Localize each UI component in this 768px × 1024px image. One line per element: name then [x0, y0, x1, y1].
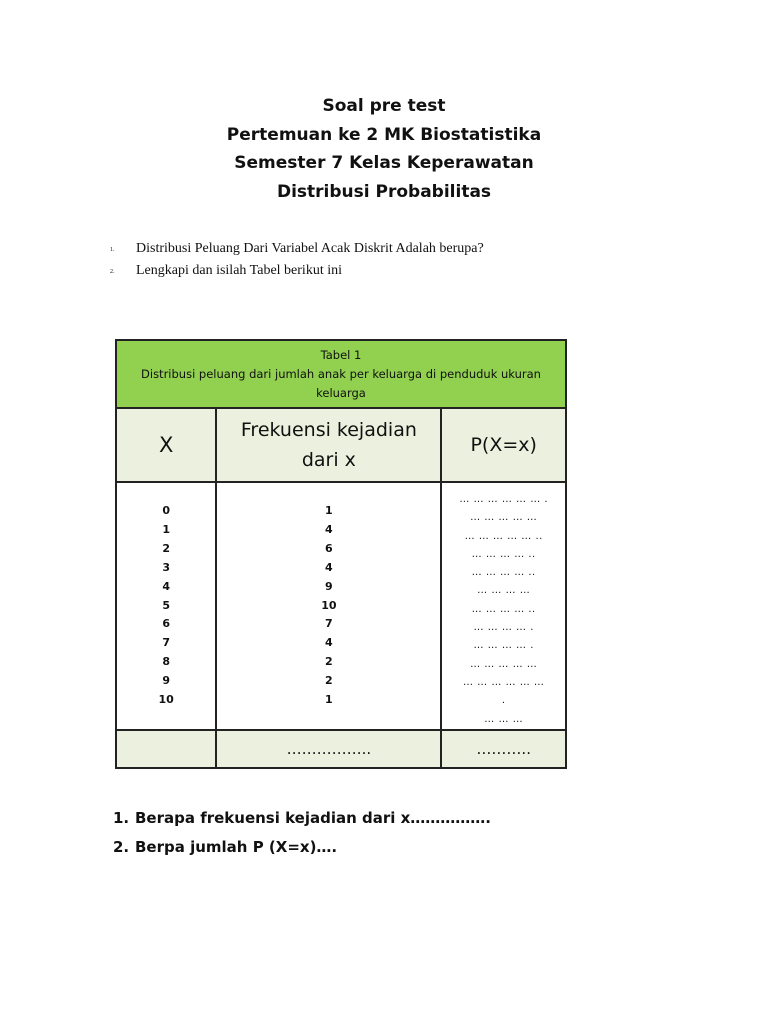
bottom-question-number: 1. [113, 809, 130, 827]
header-frequency [216, 408, 441, 482]
probability-blanks [442, 483, 565, 729]
bottom-question-2 [113, 833, 491, 862]
bottom-question-list [113, 804, 491, 862]
top-question-text: Lengkapi dan isilah Tabel berikut ini [136, 263, 342, 278]
distribution-table [115, 339, 567, 769]
caption-line-1: Tabel 1 [320, 347, 362, 362]
title-block [0, 92, 768, 206]
x-value: 4 [162, 579, 171, 593]
frequency-value: 4 [325, 560, 333, 574]
footer-frequency-total: …………….. [216, 730, 441, 768]
header-probability: P(X=x) [441, 408, 566, 482]
probability-blank: … … … … . [473, 640, 534, 652]
frequency-value: 2 [325, 655, 333, 669]
bottom-question-text: Berpa jumlah P (X=x)…. [135, 838, 338, 856]
x-value: 10 [158, 693, 174, 707]
x-value: 5 [162, 598, 171, 612]
x-value: 6 [162, 617, 171, 631]
x-value: 9 [162, 674, 171, 688]
probability-blank: … … … … [477, 585, 531, 597]
probability-blank: … … … … … [470, 512, 538, 524]
frequency-value: 6 [325, 541, 333, 555]
caption-line-2: Distribusi peluang dari jumlah anak per keluarga di penduduk ukuran [141, 366, 541, 381]
title-line-1: Soal pre test [322, 96, 446, 116]
frequency-value: 4 [325, 636, 333, 650]
probability-blank: … … … … … … [462, 676, 545, 688]
frequency-values-cell [216, 482, 441, 730]
x-value: 3 [162, 560, 171, 574]
frequency-value: 1 [325, 504, 333, 517]
footer-x [116, 730, 216, 768]
x-values-cell [116, 482, 216, 730]
x-values [117, 483, 215, 710]
probability-blank: … … … … .. [471, 567, 536, 579]
x-value: 2 [162, 541, 171, 555]
x-value: 0 [162, 504, 171, 517]
top-question-list [110, 238, 484, 282]
probability-blank: … … … … … .. [464, 530, 543, 542]
x-value: 8 [162, 655, 171, 669]
frequency-value: 1 [325, 693, 333, 707]
header-frequency-line-1: Frekuensi kejadian [240, 419, 417, 441]
footer-probability-total: ……….. [441, 730, 566, 768]
frequency-value: 4 [325, 522, 333, 536]
top-question-text: Distribusi Peluang Dari Variabel Acak Diskrit Adalah berupa? [136, 241, 484, 256]
frequency-value: 9 [325, 579, 333, 593]
header-x: X [116, 408, 216, 482]
title-line-4: Distribusi Probabilitas [276, 181, 492, 202]
top-question-1 [110, 238, 484, 260]
probability-blank: … … … … … [470, 658, 538, 670]
x-value: 1 [162, 522, 171, 536]
probability-blank: … … … [484, 713, 524, 725]
frequency-value: 7 [325, 617, 333, 631]
header-frequency-line-2: dari x [301, 449, 356, 471]
frequency-value: 10 [321, 598, 337, 612]
top-question-2 [110, 260, 484, 282]
title-line-2: Pertemuan ke 2 MK Biostatistika [226, 124, 542, 145]
title-line-3: Semester 7 Kelas Keperawatan [234, 153, 534, 173]
bottom-question-1 [113, 804, 491, 833]
probability-blank: … … … … .. [471, 603, 536, 615]
probability-blanks-cell [441, 482, 566, 730]
caption-line-3: keluarga [316, 385, 366, 400]
probability-blank: … … … … .. [471, 548, 536, 560]
bottom-question-text: Berapa frekuensi kejadian dari x……………. [135, 809, 492, 827]
probability-blank: . [501, 695, 506, 707]
x-value: 7 [162, 636, 171, 650]
frequency-values [217, 483, 440, 710]
probability-blank: … … … … . [473, 622, 534, 634]
top-question-number: 2. [110, 269, 115, 275]
frequency-value: 2 [325, 674, 333, 688]
table-caption [116, 340, 566, 408]
probability-blank: … … … … … … . [459, 494, 549, 505]
bottom-question-number: 2. [113, 838, 130, 856]
top-question-number: 1. [110, 247, 115, 253]
